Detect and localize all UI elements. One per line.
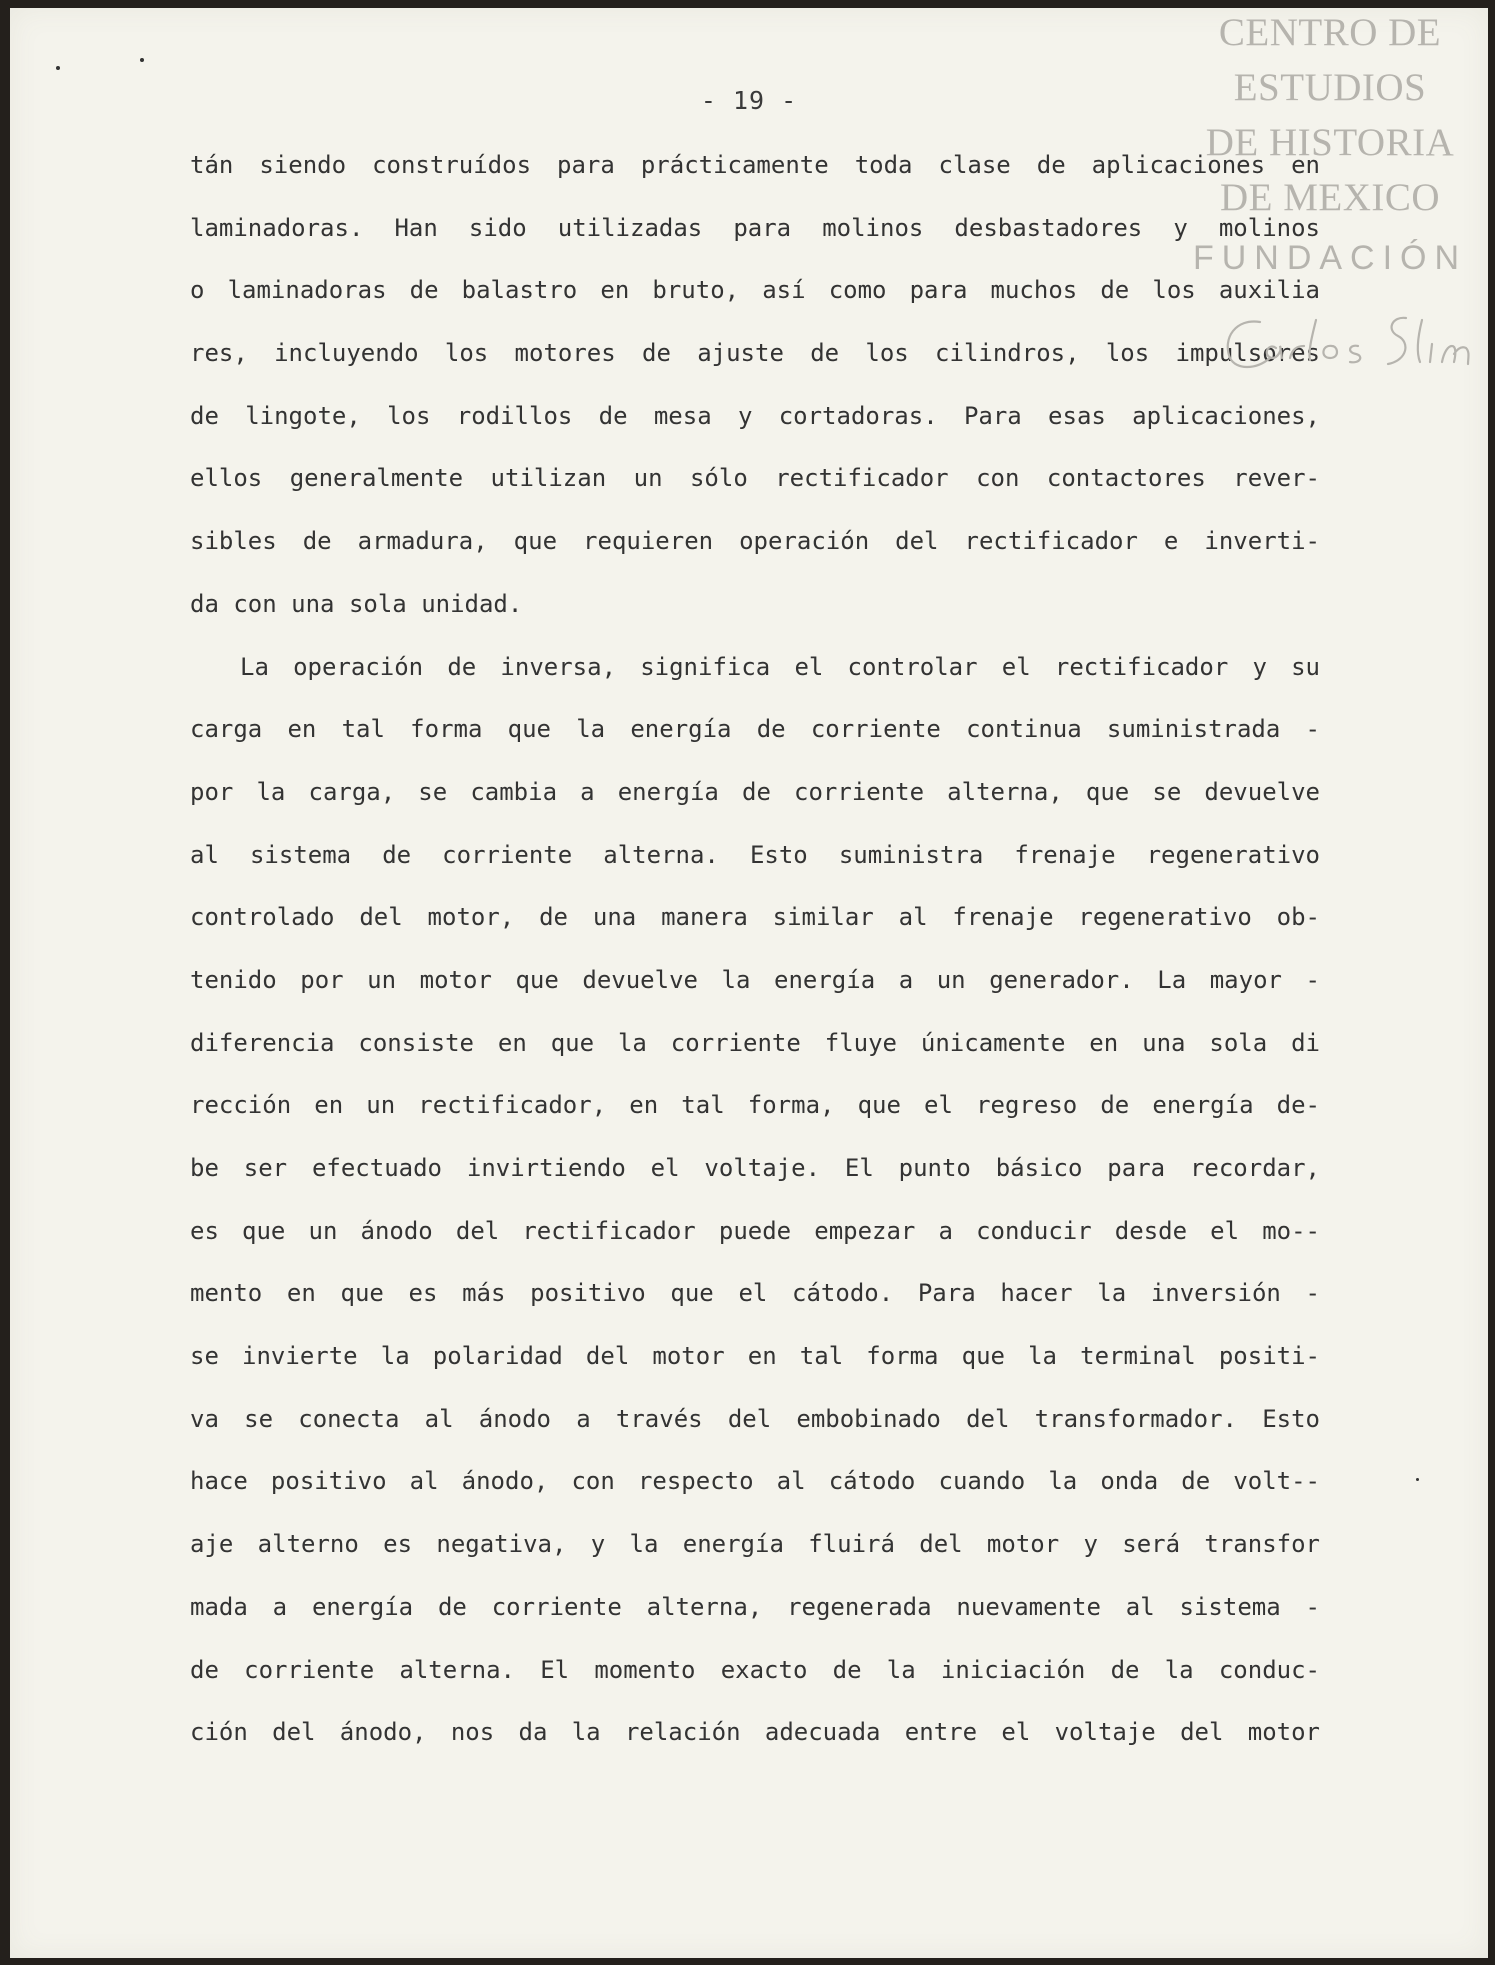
text-line: de corriente alterna. El momento exacto de la iniciación de la conduc- <box>190 1655 1320 1684</box>
archive-watermark <box>1180 10 1480 288</box>
text-line: be ser efectuado invirtiendo el voltaje. El punto básico para recordar, <box>190 1154 1320 1182</box>
stray-mark <box>140 58 144 62</box>
document-page <box>10 8 1488 1958</box>
watermark-line: ESTUDIOS <box>1233 66 1427 109</box>
text-line: va se conecta al ánodo a través del embobinado del transformador. Esto <box>190 1404 1320 1433</box>
text-line: es que un ánodo del rectificador puede empezar a conducir desde el mo-- <box>190 1216 1320 1245</box>
text-line: hace positivo al ánodo, con respecto al cátodo cuando la onda de volt-- <box>190 1467 1320 1496</box>
text-line: tenido por un motor que devuelve la energía a un generador. La mayor - <box>190 965 1320 994</box>
paragraph-first-line: La operación de inversa, significa el controlar el rectificador y su <box>240 652 1320 681</box>
text-line: de lingote, los rodillos de mesa y cortadoras. Para esas aplicaciones, <box>190 401 1320 430</box>
text-line: laminadoras. Han sido utilizadas para molinos desbastadores y molinos <box>190 213 1320 242</box>
text-line: mada a energía de corriente alterna, regenerada nuevamente al sistema - <box>190 1592 1320 1621</box>
signature-watermark <box>1216 308 1476 380</box>
text-line: da con una sola unidad. <box>190 589 523 618</box>
text-line: aje alterno es negativa, y la energía fluirá del motor y será transfor <box>190 1530 1320 1559</box>
watermark-line: CENTRO DE <box>1218 11 1442 54</box>
text-line: mento en que es más positivo que el cátodo. Para hacer la inversión - <box>190 1279 1320 1308</box>
watermark-line: DE HISTORIA <box>1205 121 1455 164</box>
body-text <box>190 150 1320 1780</box>
text-line: controlado del motor, de una manera similar al frenaje regenerativo ob- <box>190 903 1320 932</box>
page-number: - 19 - <box>700 86 798 115</box>
text-line: ción del ánodo, nos da la relación adecuada entre el voltaje del motor <box>190 1718 1320 1747</box>
text-line: por la carga, se cambia a energía de corriente alterna, que se devuelve <box>190 777 1320 806</box>
text-line: sibles de armadura, que requieren operación del rectificador e inverti- <box>190 527 1320 556</box>
text-line: rección en un rectificador, en tal forma, que el regreso de energía de- <box>190 1091 1320 1120</box>
text-line: se invierte la polaridad del motor en tal forma que la terminal positi- <box>190 1342 1320 1371</box>
text-line: carga en tal forma que la energía de corriente continua suministrada - <box>190 715 1320 744</box>
text-line: tán siendo construídos para prácticamente toda clase de aplicaciones en <box>190 151 1320 179</box>
stray-mark <box>56 66 60 70</box>
text-line: o laminadoras de balastro en bruto, así como para muchos de los auxilia <box>190 276 1320 305</box>
text-line: res, incluyendo los motores de ajuste de los cilindros, los impulsores <box>190 339 1320 368</box>
text-line: al sistema de corriente alterna. Esto suministra frenaje regenerativo <box>190 840 1320 869</box>
text-line: diferencia consiste en que la corriente fluye únicamente en una sola di <box>190 1028 1320 1057</box>
stray-mark <box>1416 1478 1419 1481</box>
text-line: ellos generalmente utilizan un sólo rectificador con contactores rever- <box>190 464 1320 493</box>
watermark-fundacion: FUNDACIÓN <box>1192 239 1468 277</box>
watermark-line: DE MEXICO <box>1219 176 1441 219</box>
